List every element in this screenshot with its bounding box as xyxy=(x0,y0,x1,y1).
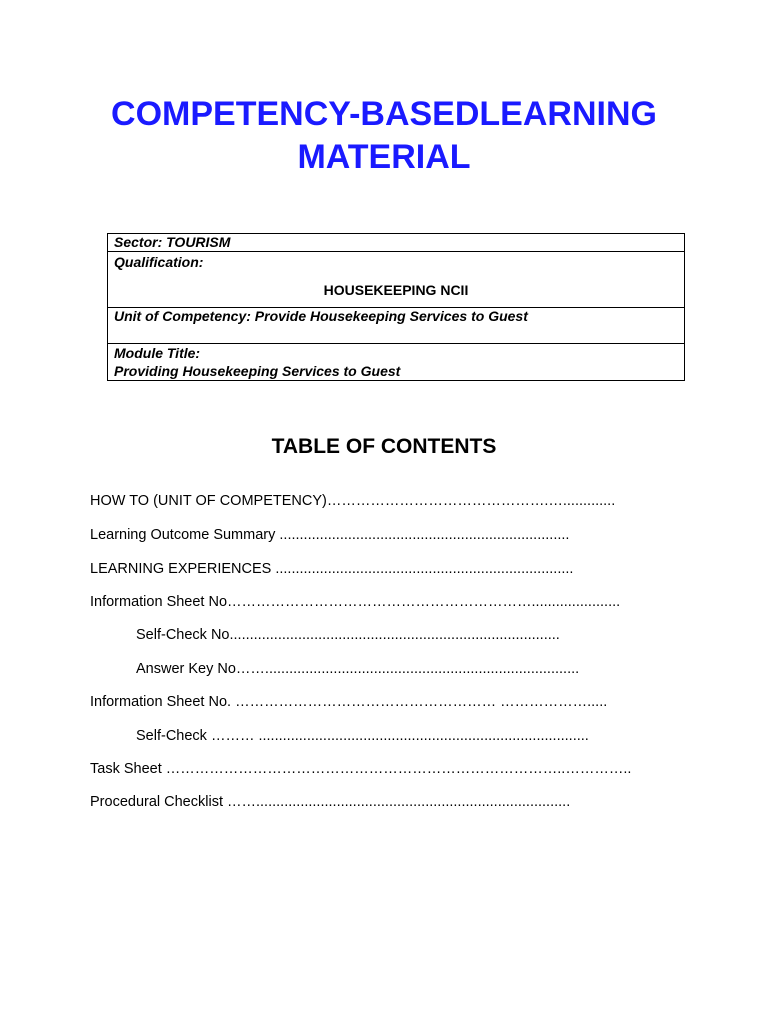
module-title-cell xyxy=(108,344,685,381)
toc-heading: TABLE OF CONTENTS xyxy=(271,435,497,458)
toc-entry-task-sheet: Task Sheet ………………………………………………………………………..………….. xyxy=(90,761,632,777)
toc-entry-learning-experiences: LEARNING EXPERIENCES .......................................................................... xyxy=(90,561,574,577)
toc-entry-how-to: HOW TO (UNIT OF COMPETENCY)……………………………………….…............. xyxy=(90,493,616,509)
toc-entry-information-sheet-2: Information Sheet No. ……………………………………………… ………………..... xyxy=(90,694,608,710)
document-title xyxy=(0,93,768,179)
module-title-label: Module Title: xyxy=(114,345,201,361)
title-line-1: COMPETENCY-BASEDLEARNING xyxy=(111,95,657,133)
toc-entry-answer-key: Answer Key No…….............................................................................. xyxy=(136,661,580,677)
qualification-label: Qualification: xyxy=(114,254,204,270)
toc-entry-information-sheet-1: Information Sheet No………………………………………………………...................... xyxy=(90,594,621,610)
toc-entry-self-check-2: Self-Check ……… .................................................................................. xyxy=(136,728,589,744)
title-line-2: MATERIAL xyxy=(297,138,471,176)
qualification-row xyxy=(108,252,685,308)
module-title-value: Providing Housekeeping Services to Guest xyxy=(114,363,401,379)
unit-of-competency-text: Unit of Competency: Provide Housekeeping Services to Guest xyxy=(114,308,528,324)
unit-of-competency-cell xyxy=(108,308,685,344)
toc-entry-procedural-checklist: Procedural Checklist …….............................................................................. xyxy=(90,794,571,810)
toc-entry-self-check-1: Self-Check No.................................................................................. xyxy=(136,627,560,643)
qualification-value: HOUSEKEEPING NCII xyxy=(323,282,469,298)
module-title-row xyxy=(108,344,685,381)
module-info-table xyxy=(107,233,685,381)
sector-cell: Sector: TOURISM xyxy=(108,234,685,252)
sector-row xyxy=(108,234,685,252)
toc-entry-learning-outcome-summary: Learning Outcome Summary ........................................................................ xyxy=(90,527,570,543)
qualification-cell xyxy=(108,252,685,308)
unit-of-competency-row xyxy=(108,308,685,344)
